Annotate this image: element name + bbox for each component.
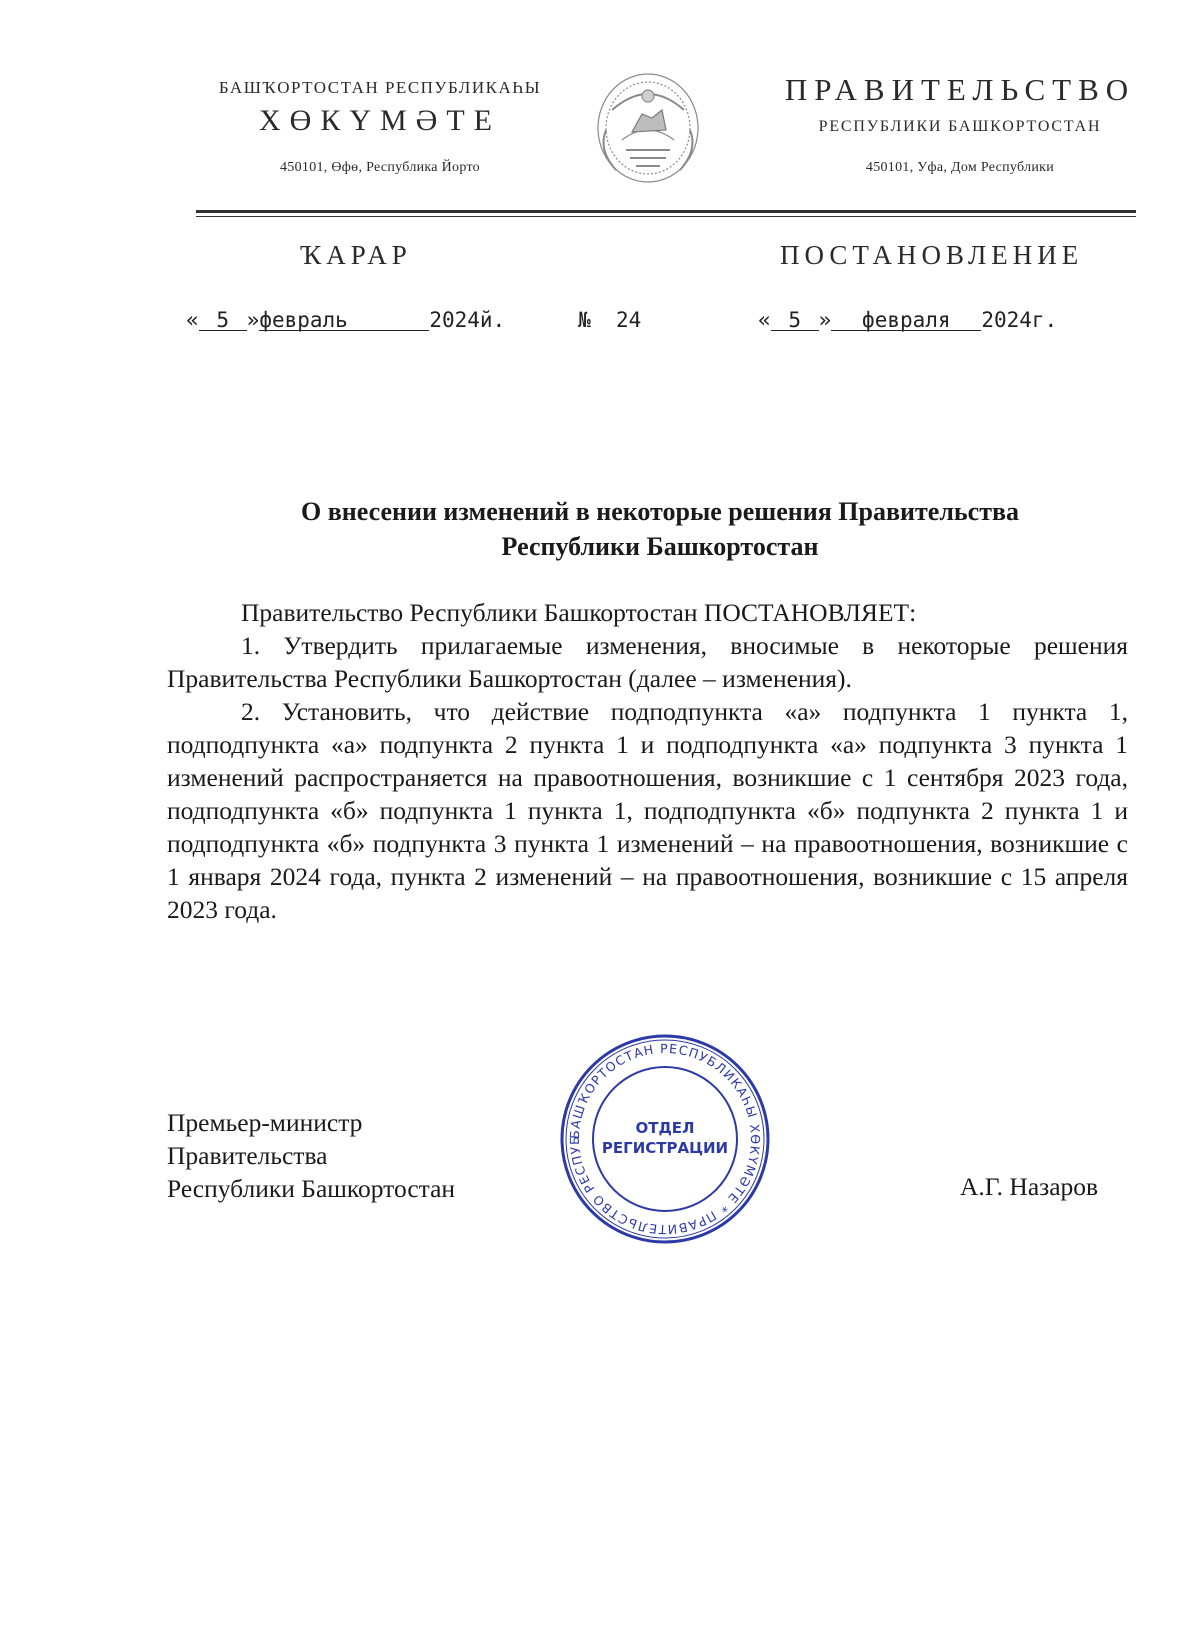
doc-type-ru: ПОСТАНОВЛЕНИЕ — [780, 240, 1084, 270]
body-lead: Правительство Республики Башкортостан ПОСТАНОВЛЯЕТ: — [241, 598, 917, 627]
letterhead-divider-thick — [196, 210, 1136, 213]
signature-position — [167, 1106, 455, 1205]
coat-of-arms-icon — [592, 70, 704, 190]
stamp-center-line1: ОТДЕЛ — [635, 1119, 695, 1137]
date-ru-year: 2024г. — [981, 308, 1058, 332]
doc-type-ba: ҠАРАР — [300, 240, 412, 270]
body-paragraph-2: 2. Установить, что действие подподпункта «а» подпункта 1 пункта 1, подподпункта «а» подпункта 2 пункта 1 и подподпункта «а» подпункта 3 пункта 1 изменений распространяется на правоотношения, возникшие с 1 сентября 2023 года, подподпункта «б» подпункта 1 пункта 1, подподпункта «б» подпункта 2 пункта 1 и подподпункта «б» подпункта 3 пункта 1 изменений – на правоотношения, возникшие с 1 января 2024 года, пункта 2 изменений – на правоотношения, возникшие с 15 апреля 2023 года. — [167, 697, 1128, 924]
letterhead-gov-ru: ПРАВИТЕЛЬСТВО — [784, 72, 1136, 107]
date-ba-day: 5 — [199, 310, 247, 331]
signature-name: А.Г. Назаров — [960, 1172, 1099, 1201]
document-title — [160, 494, 1160, 564]
signature-line-1: Премьер-министр — [167, 1108, 363, 1137]
document-body — [167, 596, 1128, 926]
date-ba-year: 2024й. — [429, 308, 506, 332]
date-ba — [186, 308, 505, 332]
date-ru-day: 5 — [771, 310, 819, 331]
letterhead-divider-thin — [196, 216, 1136, 217]
date-ba-open-quote: « — [186, 308, 199, 332]
date-ba-close-quote: » — [246, 308, 260, 332]
letterhead-republic-ru: РЕСПУБЛИКИ БАШКОРТОСТАН — [818, 118, 1102, 135]
stamp-center-line2: РЕГИСТРАЦИИ — [601, 1139, 729, 1157]
letterhead-address-ru: 450101, Уфа, Дом Республики — [865, 160, 1055, 175]
registration-stamp — [558, 1032, 772, 1246]
body-paragraph-1: 1. Утвердить прилагаемые изменения, вносимые в некоторые решения Правительства Республики Башкортостан (далее – изменения). — [167, 631, 1128, 693]
doc-number — [578, 308, 641, 332]
document-title-line1: О внесении изменений в некоторые решения Правительства — [300, 497, 1020, 526]
letterhead-republic-ba: БАШҠОРТОСТАН РЕСПУБЛИКАҺЫ — [218, 78, 542, 97]
document-title-line2: Республики Башкортостан — [501, 532, 819, 561]
signature-line-2: Правительства — [167, 1141, 328, 1170]
date-ru-close-quote: » — [818, 308, 832, 332]
signature-line-3: Республики Башкортостан — [167, 1174, 456, 1203]
letterhead-address-ba: 450101, Өфө, Республика Йорто — [280, 160, 480, 175]
number-sign: № — [578, 308, 591, 332]
number-value: 24 — [615, 308, 642, 332]
date-ru — [758, 308, 1057, 332]
stamp-outer-text: БАШҠОРТОСТАН РЕСПУБЛИКАҺЫ ХӨКҮМӘТЕ * ПРАВИТЕЛЬСТВО РЕСПУБ — [566, 1040, 764, 1238]
date-ru-month: февраля — [831, 310, 981, 331]
date-ba-month: февраль — [259, 310, 429, 331]
date-ru-open-quote: « — [758, 308, 771, 332]
letterhead-gov-ba: ХӨКҮМӘТЕ — [259, 104, 501, 137]
